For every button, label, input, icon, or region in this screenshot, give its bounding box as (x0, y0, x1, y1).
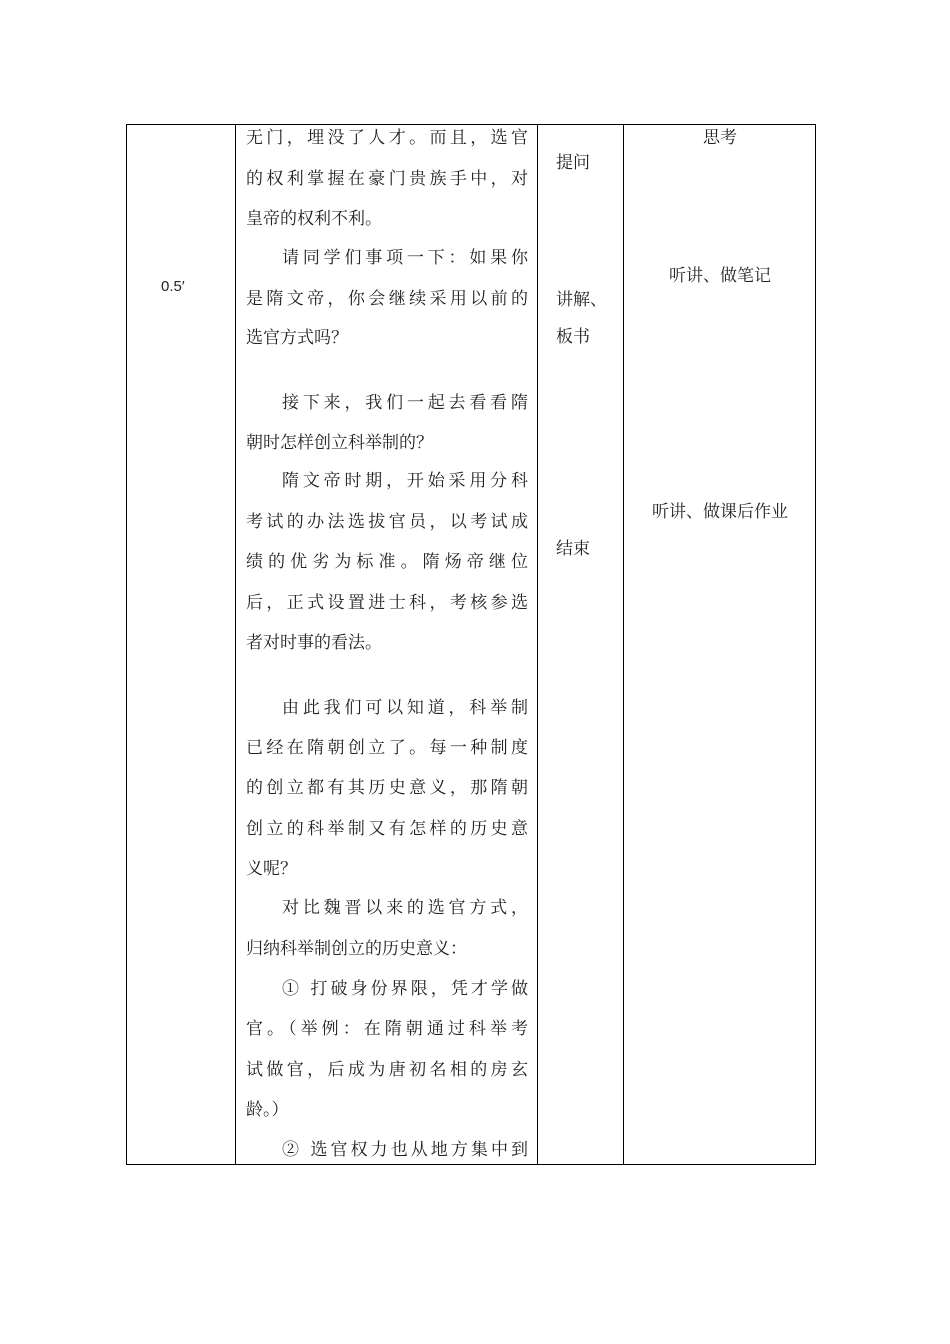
content-line: 请同学们事项一下：如果你 (282, 248, 528, 268)
content-line: 无门，埋没了人才。而且，选官 (246, 128, 528, 148)
content-line: 者对时事的看法。 (246, 633, 382, 653)
table-border-left (126, 124, 127, 1165)
activity-label: 听讲、做课后作业 (652, 502, 788, 522)
content-line: 归纳科举制创立的历史意义： (246, 939, 467, 959)
content-line: 官。（举例：在隋朝通过科举考 (246, 1019, 528, 1039)
content-line: ① 打破身份界限，凭才学做 (282, 979, 528, 999)
method-label: 结束 (556, 539, 590, 559)
content-line: ② 选官权力也从地方集中到 (282, 1140, 528, 1160)
method-label: 板书 (556, 327, 590, 347)
activity-label: 思考 (703, 128, 737, 148)
content-line: 的创立都有其历史意义，那隋朝 (246, 778, 528, 798)
content-line: 后，正式设置进士科，考核参选 (246, 593, 528, 613)
content-line: 试做官，后成为唐初名相的房玄 (246, 1060, 528, 1080)
column-divider-2 (537, 124, 538, 1165)
content-line: 选官方式吗？ (246, 328, 348, 348)
activity-label: 听讲、做笔记 (669, 266, 771, 286)
content-line: 皇帝的权利不利。 (246, 209, 382, 229)
content-line: 龄。） (246, 1100, 289, 1120)
content-line: 创立的科举制又有怎样的历史意 (246, 819, 528, 839)
time-cell: 0.5′ (161, 278, 185, 295)
content-line: 已经在隋朝创立了。每一种制度 (246, 738, 528, 758)
content-line: 隋文帝时期，开始采用分科 (282, 471, 528, 491)
content-line: 接下来，我们一起去看看隋 (282, 393, 528, 413)
content-line: 由此我们可以知道，科举制 (282, 698, 528, 718)
column-divider-1 (235, 124, 236, 1165)
content-line: 绩的优劣为标准。隋炀帝继位 (246, 552, 528, 572)
content-line: 是隋文帝，你会继续采用以前的 (246, 289, 528, 309)
lesson-table (126, 124, 816, 1165)
content-line: 义呢？ (246, 859, 297, 879)
content-line: 对比魏晋以来的选官方式， (282, 898, 528, 918)
method-label: 提问 (556, 153, 590, 173)
method-label: 讲解、 (556, 290, 607, 310)
content-line: 考试的办法选拔官员，以考试成 (246, 512, 528, 532)
content-line: 的权利掌握在豪门贵族手中，对 (246, 169, 528, 189)
content-line: 朝时怎样创立科举制的？ (246, 433, 433, 453)
